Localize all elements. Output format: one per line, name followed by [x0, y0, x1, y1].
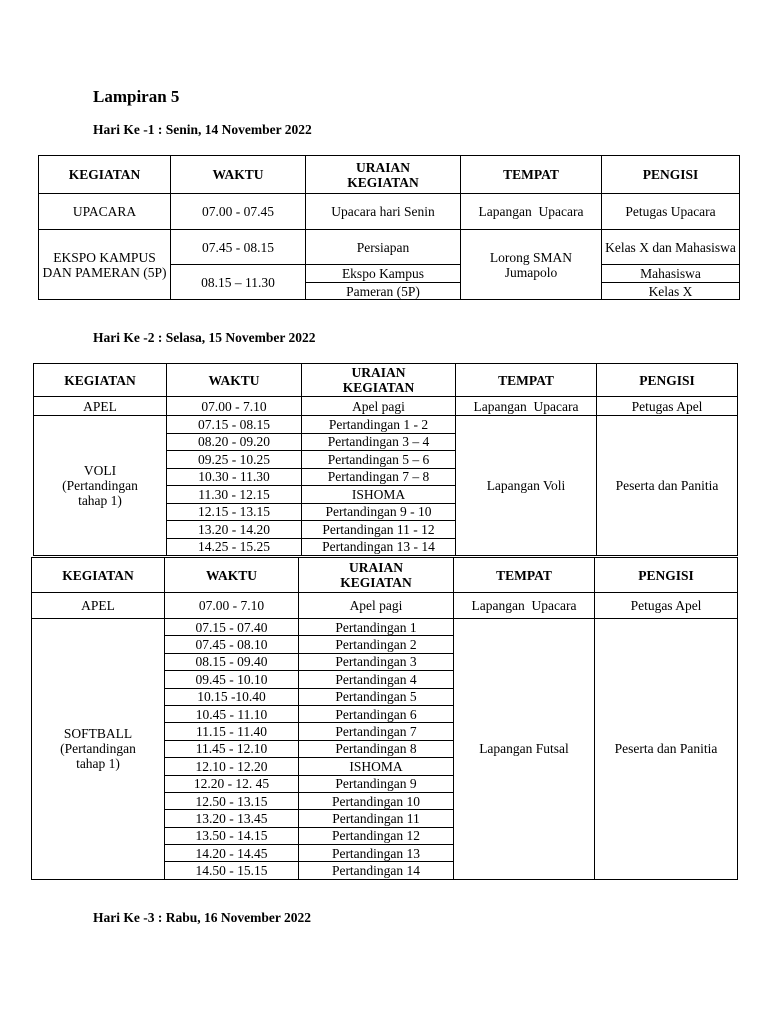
header-waktu: WAKTU: [165, 558, 299, 593]
cell-tempat: Lapangan Upacara: [456, 397, 597, 416]
cell-uraian: Apel pagi: [299, 593, 454, 619]
cell-tempat: Lapangan Voli: [456, 416, 597, 556]
cell-uraian: Pertandingan 11: [299, 810, 454, 827]
day3-heading: Hari Ke -3 : Rabu, 16 November 2022: [93, 910, 311, 925]
cell-uraian: Persiapan: [306, 230, 461, 265]
day2-heading: Hari Ke -2 : Selasa, 15 November 2022: [93, 330, 316, 345]
header-uraian: URAIAN KEGIATAN: [302, 364, 456, 397]
cell-uraian: Pertandingan 4: [299, 671, 454, 688]
cell-kegiatan: UPACARA: [39, 194, 171, 230]
cell-waktu: 08.15 – 11.30: [171, 265, 306, 300]
cell-waktu: 12.20 - 12. 45: [165, 775, 299, 792]
cell-waktu: 10.45 - 11.10: [165, 705, 299, 722]
cell-uraian: Pertandingan 8: [299, 740, 454, 757]
cell-pengisi: Peserta dan Panitia: [595, 619, 738, 880]
cell-waktu: 07.45 - 08.15: [171, 230, 306, 265]
cell-uraian: Pertandingan 3 – 4: [302, 433, 456, 451]
cell-waktu: 09.45 - 10.10: [165, 671, 299, 688]
table-row: [39, 230, 740, 265]
cell-uraian: Pertandingan 6: [299, 705, 454, 722]
cell-pengisi: Mahasiswa: [602, 265, 740, 283]
header-pengisi: PENGISI: [595, 558, 738, 593]
cell-waktu: 07.15 - 07.40: [165, 619, 299, 636]
cell-pengisi: Peserta dan Panitia: [597, 416, 738, 556]
cell-waktu: 07.00 - 07.45: [171, 194, 306, 230]
page-title: Lampiran 5: [93, 87, 180, 106]
header-waktu: WAKTU: [167, 364, 302, 397]
cell-waktu: 14.25 - 15.25: [167, 538, 302, 556]
cell-uraian: Pertandingan 9 - 10: [302, 503, 456, 521]
cell-waktu: 11.15 - 11.40: [165, 723, 299, 740]
cell-uraian: Pertandingan 10: [299, 792, 454, 809]
table-row: [32, 593, 738, 619]
cell-uraian: Ekspo Kampus: [306, 265, 461, 283]
header-kegiatan: KEGIATAN: [39, 156, 171, 194]
cell-waktu: 07.00 - 7.10: [165, 593, 299, 619]
cell-pengisi: Kelas X dan Mahasiswa: [602, 230, 740, 265]
cell-waktu: 07.00 - 7.10: [167, 397, 302, 416]
cell-waktu: 12.10 - 12.20: [165, 758, 299, 775]
cell-uraian: Pertandingan 5: [299, 688, 454, 705]
cell-uraian: Pertandingan 7: [299, 723, 454, 740]
cell-waktu: 09.25 - 10.25: [167, 451, 302, 469]
cell-pengisi: Petugas Apel: [597, 397, 738, 416]
cell-pengisi: Kelas X: [602, 283, 740, 300]
cell-uraian: ISHOMA: [299, 758, 454, 775]
cell-waktu: 10.30 - 11.30: [167, 468, 302, 486]
header-pengisi: PENGISI: [602, 156, 740, 194]
cell-waktu: 07.45 - 08.10: [165, 636, 299, 653]
cell-waktu: 12.50 - 13.15: [165, 792, 299, 809]
cell-waktu: 13.20 - 13.45: [165, 810, 299, 827]
header-tempat: TEMPAT: [461, 156, 602, 194]
cell-kegiatan: APEL: [32, 593, 165, 619]
header-kegiatan: KEGIATAN: [32, 558, 165, 593]
cell-uraian: Pertandingan 2: [299, 636, 454, 653]
header-pengisi: PENGISI: [597, 364, 738, 397]
cell-kegiatan: EKSPO KAMPUS DAN PAMERAN (5P): [39, 230, 171, 300]
cell-kegiatan: SOFTBALL (Pertandingan tahap 1): [32, 619, 165, 880]
cell-uraian: Pertandingan 14: [299, 862, 454, 879]
cell-tempat: Lapangan Upacara: [454, 593, 595, 619]
cell-uraian: Pertandingan 13 - 14: [302, 538, 456, 556]
cell-waktu: 13.50 - 14.15: [165, 827, 299, 844]
header-kegiatan: KEGIATAN: [34, 364, 167, 397]
cell-kegiatan: APEL: [34, 397, 167, 416]
cell-waktu: 12.15 - 13.15: [167, 503, 302, 521]
cell-uraian: Pertandingan 7 – 8: [302, 468, 456, 486]
cell-waktu: 11.30 - 12.15: [167, 486, 302, 504]
table-header-row: [39, 156, 740, 194]
day1-heading: Hari Ke -1 : Senin, 14 November 2022: [93, 122, 312, 137]
header-tempat: TEMPAT: [454, 558, 595, 593]
cell-waktu: 14.50 - 15.15: [165, 862, 299, 879]
cell-tempat: Lorong SMAN Jumapolo: [461, 230, 602, 300]
table-header-row: [34, 364, 738, 397]
table-row: [39, 194, 740, 230]
cell-uraian: Pertandingan 3: [299, 653, 454, 670]
cell-pengisi: Petugas Apel: [595, 593, 738, 619]
cell-waktu: 14.20 - 14.45: [165, 845, 299, 862]
cell-kegiatan: VOLI (Pertandingan tahap 1): [34, 416, 167, 556]
table-header-row: [32, 558, 738, 593]
header-uraian: URAIAN KEGIATAN: [299, 558, 454, 593]
cell-waktu: 10.15 -10.40: [165, 688, 299, 705]
cell-uraian: Apel pagi: [302, 397, 456, 416]
table-row: [32, 619, 738, 636]
table-row: [34, 416, 738, 434]
day2-voli-table: [33, 363, 738, 556]
header-waktu: WAKTU: [171, 156, 306, 194]
header-uraian: URAIAN KEGIATAN: [306, 156, 461, 194]
cell-tempat: Lapangan Upacara: [461, 194, 602, 230]
cell-waktu: 08.15 - 09.40: [165, 653, 299, 670]
cell-waktu: 11.45 - 12.10: [165, 740, 299, 757]
cell-uraian: Pertandingan 13: [299, 845, 454, 862]
cell-uraian: Pertandingan 12: [299, 827, 454, 844]
cell-uraian: Pertandingan 1: [299, 619, 454, 636]
cell-uraian: Upacara hari Senin: [306, 194, 461, 230]
cell-pengisi: Petugas Upacara: [602, 194, 740, 230]
cell-waktu: 07.15 - 08.15: [167, 416, 302, 434]
day1-table: [38, 155, 740, 300]
day2-softball-table: [31, 557, 738, 880]
table-row: [34, 397, 738, 416]
cell-waktu: 13.20 - 14.20: [167, 521, 302, 539]
cell-uraian: Pertandingan 5 – 6: [302, 451, 456, 469]
cell-tempat: Lapangan Futsal: [454, 619, 595, 880]
cell-uraian: Pertandingan 1 - 2: [302, 416, 456, 434]
cell-waktu: 08.20 - 09.20: [167, 433, 302, 451]
cell-uraian: Pertandingan 9: [299, 775, 454, 792]
cell-uraian: Pameran (5P): [306, 283, 461, 300]
cell-uraian: Pertandingan 11 - 12: [302, 521, 456, 539]
header-tempat: TEMPAT: [456, 364, 597, 397]
cell-uraian: ISHOMA: [302, 486, 456, 504]
